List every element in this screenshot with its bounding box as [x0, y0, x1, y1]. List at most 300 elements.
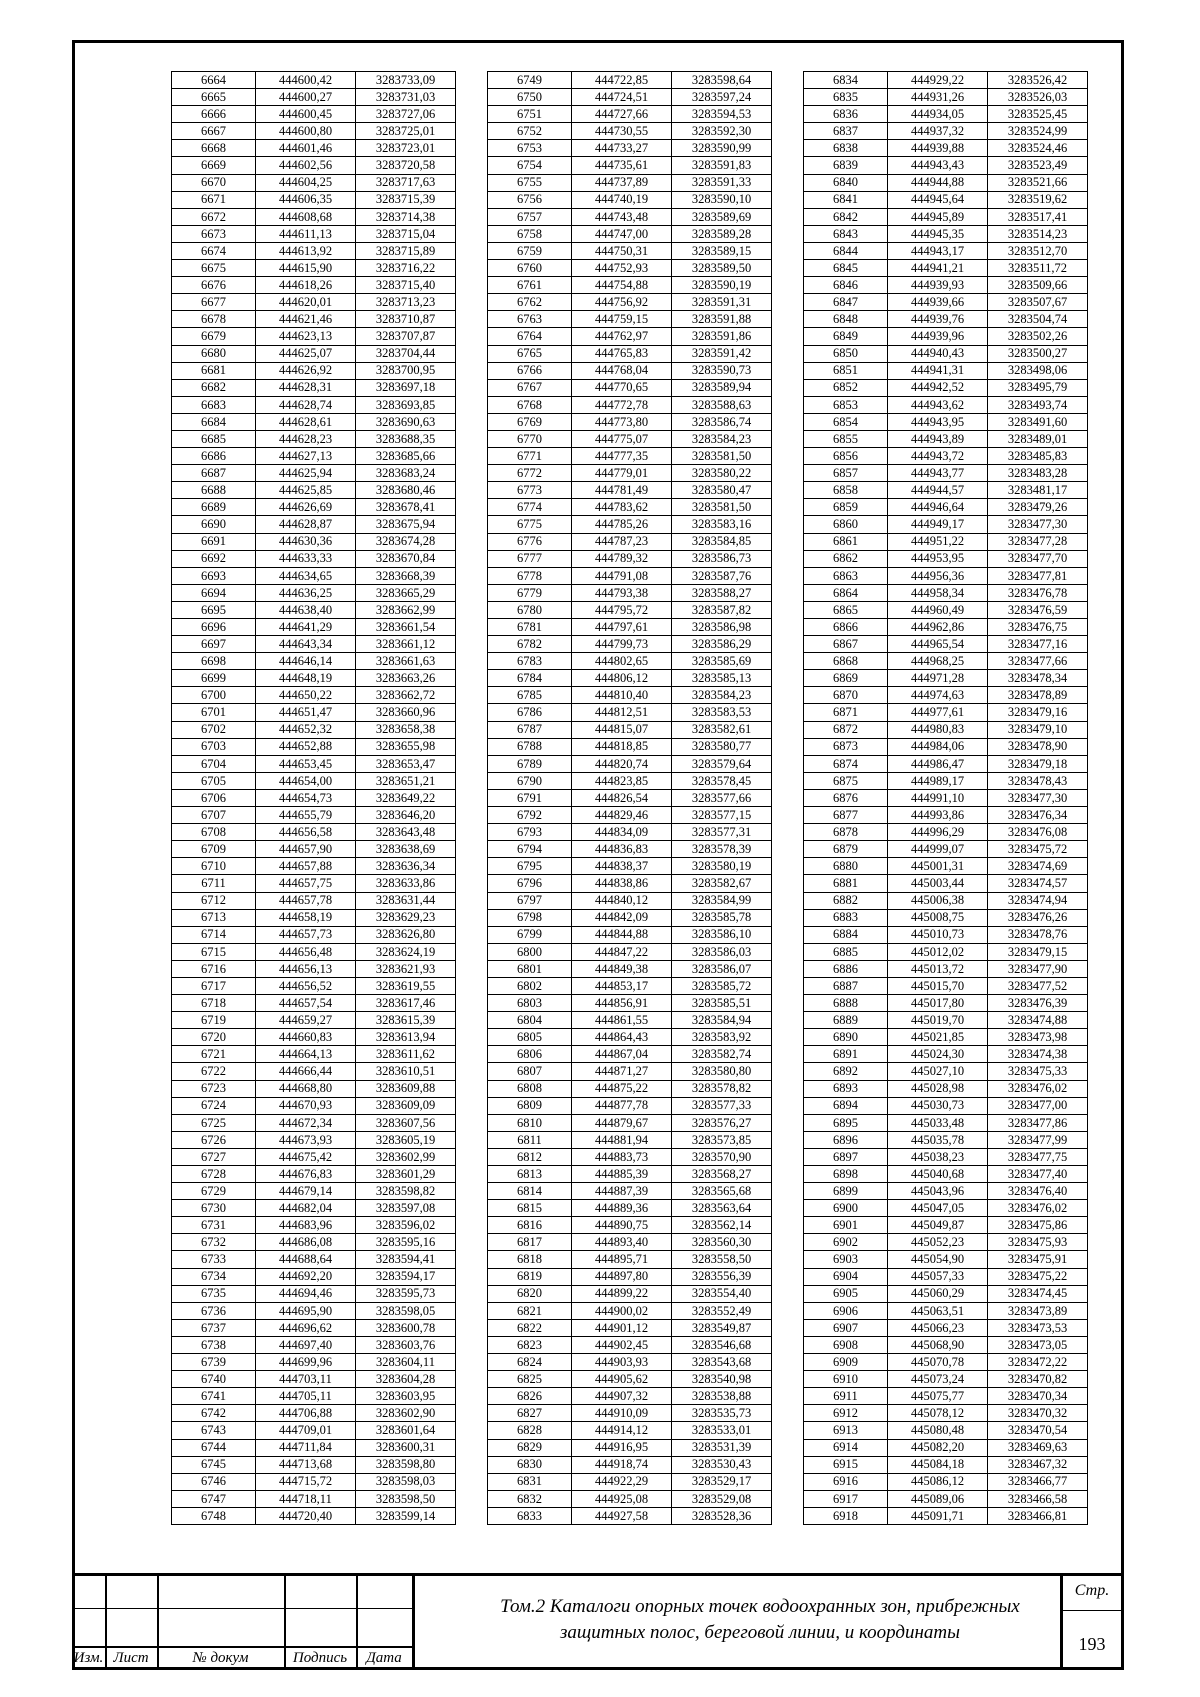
y-coordinate-cell: 3283570,90 — [672, 1148, 772, 1165]
y-coordinate-cell: 3283475,86 — [988, 1217, 1088, 1234]
table-row — [804, 260, 1088, 277]
x-coordinate-cell: 444949,17 — [888, 516, 988, 533]
x-coordinate-cell: 444768,04 — [572, 362, 672, 379]
point-number-cell: 6734 — [172, 1268, 256, 1285]
table-row — [804, 225, 1088, 242]
x-coordinate-cell: 445054,90 — [888, 1251, 988, 1268]
table-row — [804, 499, 1088, 516]
x-coordinate-cell: 444941,21 — [888, 260, 988, 277]
x-coordinate-cell: 444656,58 — [256, 824, 356, 841]
point-number-cell: 6757 — [488, 208, 572, 225]
x-coordinate-cell: 444939,66 — [888, 294, 988, 311]
table-row — [172, 858, 456, 875]
table-row — [488, 858, 772, 875]
table-row — [804, 465, 1088, 482]
y-coordinate-cell: 3283586,74 — [672, 413, 772, 430]
x-coordinate-cell: 444901,12 — [572, 1319, 672, 1336]
y-coordinate-cell: 3283715,89 — [356, 242, 456, 259]
table-row — [172, 225, 456, 242]
x-coordinate-cell: 445024,30 — [888, 1046, 988, 1063]
point-number-cell: 6779 — [488, 584, 572, 601]
title-block-divider — [1060, 1576, 1063, 1670]
y-coordinate-cell: 3283591,31 — [672, 294, 772, 311]
y-coordinate-cell: 3283600,31 — [356, 1439, 456, 1456]
x-coordinate-cell: 444844,88 — [572, 926, 672, 943]
point-number-cell: 6830 — [488, 1456, 572, 1473]
point-number-cell: 6834 — [804, 72, 888, 89]
table-row — [172, 208, 456, 225]
x-coordinate-cell: 444944,57 — [888, 482, 988, 499]
point-number-cell: 6887 — [804, 977, 888, 994]
y-coordinate-cell: 3283466,77 — [988, 1473, 1088, 1490]
table-row — [172, 960, 456, 977]
y-coordinate-cell: 3283586,07 — [672, 960, 772, 977]
x-coordinate-cell: 444956,36 — [888, 567, 988, 584]
y-coordinate-cell: 3283473,89 — [988, 1302, 1088, 1319]
y-coordinate-cell: 3283643,48 — [356, 824, 456, 841]
point-number-cell: 6793 — [488, 824, 572, 841]
x-coordinate-cell: 444893,40 — [572, 1234, 672, 1251]
table-row — [804, 430, 1088, 447]
x-coordinate-cell: 444626,92 — [256, 362, 356, 379]
x-coordinate-cell: 444750,31 — [572, 242, 672, 259]
table-row — [804, 653, 1088, 670]
table-row — [488, 892, 772, 909]
y-coordinate-cell: 3283524,99 — [988, 123, 1088, 140]
point-number-cell: 6900 — [804, 1200, 888, 1217]
table-row — [172, 1148, 456, 1165]
x-coordinate-cell: 444823,85 — [572, 772, 672, 789]
point-number-cell: 6858 — [804, 482, 888, 499]
x-coordinate-cell: 444759,15 — [572, 311, 672, 328]
title-block-row-line — [72, 1608, 412, 1609]
x-coordinate-cell: 444638,40 — [256, 601, 356, 618]
point-number-cell: 6892 — [804, 1063, 888, 1080]
table-row — [804, 123, 1088, 140]
table-row — [804, 995, 1088, 1012]
y-coordinate-cell: 3283581,50 — [672, 448, 772, 465]
y-coordinate-cell: 3283523,49 — [988, 157, 1088, 174]
x-coordinate-cell: 444679,14 — [256, 1183, 356, 1200]
x-coordinate-cell: 444944,88 — [888, 174, 988, 191]
table-row — [804, 1319, 1088, 1336]
y-coordinate-cell: 3283470,82 — [988, 1371, 1088, 1388]
point-number-cell: 6699 — [172, 670, 256, 687]
x-coordinate-cell: 444756,92 — [572, 294, 672, 311]
y-coordinate-cell: 3283591,33 — [672, 174, 772, 191]
point-number-cell: 6694 — [172, 584, 256, 601]
x-coordinate-cell: 445043,96 — [888, 1183, 988, 1200]
table-row — [172, 926, 456, 943]
x-coordinate-cell: 444849,38 — [572, 960, 672, 977]
table-row — [488, 1473, 772, 1490]
table-row — [488, 738, 772, 755]
y-coordinate-cell: 3283578,45 — [672, 772, 772, 789]
y-coordinate-cell: 3283651,21 — [356, 772, 456, 789]
point-number-cell: 6682 — [172, 379, 256, 396]
table-row — [488, 379, 772, 396]
table-row — [172, 1473, 456, 1490]
table-row — [804, 943, 1088, 960]
y-coordinate-cell: 3283502,26 — [988, 328, 1088, 345]
table-row — [172, 516, 456, 533]
table-row — [172, 396, 456, 413]
y-coordinate-cell: 3283585,69 — [672, 653, 772, 670]
x-coordinate-cell: 444953,95 — [888, 550, 988, 567]
x-coordinate-cell: 444971,28 — [888, 670, 988, 687]
x-coordinate-cell: 445033,48 — [888, 1114, 988, 1131]
x-coordinate-cell: 444643,34 — [256, 636, 356, 653]
table-row — [804, 157, 1088, 174]
y-coordinate-cell: 3283529,17 — [672, 1473, 772, 1490]
point-number-cell: 6689 — [172, 499, 256, 516]
y-coordinate-cell: 3283723,01 — [356, 140, 456, 157]
y-coordinate-cell: 3283589,94 — [672, 379, 772, 396]
x-coordinate-cell: 444735,61 — [572, 157, 672, 174]
y-coordinate-cell: 3283733,09 — [356, 72, 456, 89]
x-coordinate-cell: 444918,74 — [572, 1456, 672, 1473]
x-coordinate-cell: 444659,27 — [256, 1012, 356, 1029]
y-coordinate-cell: 3283598,64 — [672, 72, 772, 89]
y-coordinate-cell: 3283560,30 — [672, 1234, 772, 1251]
table-row — [488, 1371, 772, 1388]
point-number-cell: 6862 — [804, 550, 888, 567]
x-coordinate-cell: 444931,26 — [888, 89, 988, 106]
table-row — [804, 1148, 1088, 1165]
table-row — [172, 89, 456, 106]
x-coordinate-cell: 444626,69 — [256, 499, 356, 516]
table-row — [804, 1080, 1088, 1097]
x-coordinate-cell: 445030,73 — [888, 1097, 988, 1114]
y-coordinate-cell: 3283597,08 — [356, 1200, 456, 1217]
x-coordinate-cell: 444727,66 — [572, 106, 672, 123]
y-coordinate-cell: 3283579,64 — [672, 755, 772, 772]
point-number-cell: 6710 — [172, 858, 256, 875]
y-coordinate-cell: 3283580,22 — [672, 465, 772, 482]
y-coordinate-cell: 3283478,89 — [988, 687, 1088, 704]
point-number-cell: 6908 — [804, 1336, 888, 1353]
point-number-cell: 6786 — [488, 704, 572, 721]
y-coordinate-cell: 3283473,05 — [988, 1336, 1088, 1353]
x-coordinate-cell: 444600,27 — [256, 89, 356, 106]
y-coordinate-cell: 3283478,90 — [988, 738, 1088, 755]
x-coordinate-cell: 444770,65 — [572, 379, 672, 396]
x-coordinate-cell: 444937,32 — [888, 123, 988, 140]
y-coordinate-cell: 3283581,50 — [672, 499, 772, 516]
point-number-cell: 6727 — [172, 1148, 256, 1165]
y-coordinate-cell: 3283714,38 — [356, 208, 456, 225]
point-number-cell: 6667 — [172, 123, 256, 140]
point-number-cell: 6765 — [488, 345, 572, 362]
y-coordinate-cell: 3283476,02 — [988, 1200, 1088, 1217]
table-row — [488, 89, 772, 106]
y-coordinate-cell: 3283558,50 — [672, 1251, 772, 1268]
y-coordinate-cell: 3283478,76 — [988, 926, 1088, 943]
table-row — [804, 1217, 1088, 1234]
y-coordinate-cell: 3283589,15 — [672, 242, 772, 259]
point-number-cell: 6822 — [488, 1319, 572, 1336]
point-number-cell: 6873 — [804, 738, 888, 755]
x-coordinate-cell: 444875,22 — [572, 1080, 672, 1097]
y-coordinate-cell: 3283588,63 — [672, 396, 772, 413]
point-number-cell: 6893 — [804, 1080, 888, 1097]
x-coordinate-cell: 444802,65 — [572, 653, 672, 670]
point-number-cell: 6787 — [488, 721, 572, 738]
table-row — [172, 1029, 456, 1046]
table-row — [804, 1371, 1088, 1388]
table-row — [804, 1183, 1088, 1200]
table-row — [172, 824, 456, 841]
x-coordinate-cell: 444621,46 — [256, 311, 356, 328]
y-coordinate-cell: 3283481,17 — [988, 482, 1088, 499]
page-label: Стр. — [1074, 1582, 1110, 1599]
y-coordinate-cell: 3283477,90 — [988, 960, 1088, 977]
y-coordinate-cell: 3283474,45 — [988, 1285, 1088, 1302]
table-row — [172, 687, 456, 704]
y-coordinate-cell: 3283577,33 — [672, 1097, 772, 1114]
y-coordinate-cell: 3283587,76 — [672, 567, 772, 584]
x-coordinate-cell: 444651,47 — [256, 704, 356, 721]
point-number-cell: 6821 — [488, 1302, 572, 1319]
point-number-cell: 6676 — [172, 277, 256, 294]
x-coordinate-cell: 444657,88 — [256, 858, 356, 875]
y-coordinate-cell: 3283589,28 — [672, 225, 772, 242]
point-number-cell: 6666 — [172, 106, 256, 123]
point-number-cell: 6845 — [804, 260, 888, 277]
y-coordinate-cell: 3283602,90 — [356, 1405, 456, 1422]
y-coordinate-cell: 3283483,28 — [988, 465, 1088, 482]
y-coordinate-cell: 3283591,86 — [672, 328, 772, 345]
point-number-cell: 6785 — [488, 687, 572, 704]
y-coordinate-cell: 3283526,42 — [988, 72, 1088, 89]
table-row — [804, 619, 1088, 636]
table-row — [488, 294, 772, 311]
table-row — [488, 1097, 772, 1114]
x-coordinate-cell: 444762,97 — [572, 328, 672, 345]
y-coordinate-cell: 3283489,01 — [988, 430, 1088, 447]
y-coordinate-cell: 3283475,91 — [988, 1251, 1088, 1268]
y-coordinate-cell: 3283476,02 — [988, 1080, 1088, 1097]
y-coordinate-cell: 3283577,31 — [672, 824, 772, 841]
y-coordinate-cell: 3283477,00 — [988, 1097, 1088, 1114]
point-number-cell: 6891 — [804, 1046, 888, 1063]
table-row — [804, 345, 1088, 362]
point-number-cell: 6724 — [172, 1097, 256, 1114]
point-number-cell: 6708 — [172, 824, 256, 841]
point-number-cell: 6912 — [804, 1405, 888, 1422]
table-row — [488, 1166, 772, 1183]
table-row — [488, 807, 772, 824]
point-number-cell: 6918 — [804, 1507, 888, 1524]
y-coordinate-cell: 3283474,38 — [988, 1046, 1088, 1063]
table-row — [488, 1319, 772, 1336]
point-number-cell: 6681 — [172, 362, 256, 379]
x-coordinate-cell: 444991,10 — [888, 789, 988, 806]
point-number-cell: 6695 — [172, 601, 256, 618]
table-row — [488, 601, 772, 618]
y-coordinate-cell: 3283584,23 — [672, 687, 772, 704]
x-coordinate-cell: 444623,13 — [256, 328, 356, 345]
point-number-cell: 6875 — [804, 772, 888, 789]
y-coordinate-cell: 3283474,94 — [988, 892, 1088, 909]
table-row — [488, 1183, 772, 1200]
x-coordinate-cell: 445063,51 — [888, 1302, 988, 1319]
x-coordinate-cell: 444787,23 — [572, 533, 672, 550]
table-row — [488, 311, 772, 328]
y-coordinate-cell: 3283584,99 — [672, 892, 772, 909]
x-coordinate-cell: 445073,24 — [888, 1371, 988, 1388]
table-row — [172, 362, 456, 379]
y-coordinate-cell: 3283595,73 — [356, 1285, 456, 1302]
point-number-cell: 6715 — [172, 943, 256, 960]
x-coordinate-cell: 444945,64 — [888, 191, 988, 208]
table-row — [804, 772, 1088, 789]
y-coordinate-cell: 3283475,22 — [988, 1268, 1088, 1285]
table-row — [172, 140, 456, 157]
point-number-cell: 6756 — [488, 191, 572, 208]
y-coordinate-cell: 3283585,51 — [672, 995, 772, 1012]
table-row — [804, 807, 1088, 824]
y-coordinate-cell: 3283668,39 — [356, 567, 456, 584]
document-title: Том.2 Каталоги опорных точек водоохранных зон, прибрежных защитных полос, береговой линии, и координаты — [500, 1596, 1020, 1643]
point-number-cell: 6740 — [172, 1371, 256, 1388]
y-coordinate-cell: 3283710,87 — [356, 311, 456, 328]
table-row — [172, 1371, 456, 1388]
x-coordinate-cell: 444939,88 — [888, 140, 988, 157]
point-number-cell: 6728 — [172, 1166, 256, 1183]
x-coordinate-cell: 444740,19 — [572, 191, 672, 208]
table-row — [804, 379, 1088, 396]
table-row — [172, 1012, 456, 1029]
table-row — [172, 841, 456, 858]
table-row — [488, 1080, 772, 1097]
table-row — [488, 772, 772, 789]
y-coordinate-cell: 3283568,27 — [672, 1166, 772, 1183]
point-number-cell: 6842 — [804, 208, 888, 225]
y-coordinate-cell: 3283585,78 — [672, 909, 772, 926]
point-number-cell: 6672 — [172, 208, 256, 225]
x-coordinate-cell: 444627,13 — [256, 448, 356, 465]
table-row — [804, 1012, 1088, 1029]
y-coordinate-cell: 3283580,47 — [672, 482, 772, 499]
table-row — [488, 413, 772, 430]
point-number-cell: 6704 — [172, 755, 256, 772]
x-coordinate-cell: 444984,06 — [888, 738, 988, 755]
point-number-cell: 6902 — [804, 1234, 888, 1251]
y-coordinate-cell: 3283565,68 — [672, 1183, 772, 1200]
point-number-cell: 6861 — [804, 533, 888, 550]
y-coordinate-cell: 3283509,66 — [988, 277, 1088, 294]
table-row — [488, 396, 772, 413]
x-coordinate-cell: 444903,93 — [572, 1354, 672, 1371]
x-coordinate-cell: 444986,47 — [888, 755, 988, 772]
y-coordinate-cell: 3283546,68 — [672, 1336, 772, 1353]
table-row — [172, 482, 456, 499]
x-coordinate-cell: 444871,27 — [572, 1063, 672, 1080]
table-row — [172, 1080, 456, 1097]
table-row — [804, 1490, 1088, 1507]
y-coordinate-cell: 3283587,82 — [672, 601, 772, 618]
y-coordinate-cell: 3283727,06 — [356, 106, 456, 123]
x-coordinate-cell: 444664,13 — [256, 1046, 356, 1063]
x-coordinate-cell: 444879,67 — [572, 1114, 672, 1131]
x-coordinate-cell: 444889,36 — [572, 1200, 672, 1217]
point-number-cell: 6847 — [804, 294, 888, 311]
table-row — [804, 1405, 1088, 1422]
x-coordinate-cell: 444838,86 — [572, 875, 672, 892]
coordinate-table-1 — [171, 71, 456, 1525]
y-coordinate-cell: 3283549,87 — [672, 1319, 772, 1336]
x-coordinate-cell: 444625,07 — [256, 345, 356, 362]
table-row — [804, 277, 1088, 294]
y-coordinate-cell: 3283504,74 — [988, 311, 1088, 328]
point-number-cell: 6762 — [488, 294, 572, 311]
table-row — [804, 636, 1088, 653]
y-coordinate-cell: 3283583,92 — [672, 1029, 772, 1046]
table-row — [488, 687, 772, 704]
point-number-cell: 6899 — [804, 1183, 888, 1200]
x-coordinate-cell: 445010,73 — [888, 926, 988, 943]
x-coordinate-cell: 445070,78 — [888, 1354, 988, 1371]
coordinate-table-3 — [803, 71, 1088, 1525]
table-row — [172, 892, 456, 909]
x-coordinate-cell: 444765,83 — [572, 345, 672, 362]
x-coordinate-cell: 444943,95 — [888, 413, 988, 430]
y-coordinate-cell: 3283478,43 — [988, 772, 1088, 789]
x-coordinate-cell: 445047,05 — [888, 1200, 988, 1217]
point-number-cell: 6817 — [488, 1234, 572, 1251]
point-number-cell: 6800 — [488, 943, 572, 960]
y-coordinate-cell: 3283715,39 — [356, 191, 456, 208]
y-coordinate-cell: 3283470,54 — [988, 1422, 1088, 1439]
y-coordinate-cell: 3283604,11 — [356, 1354, 456, 1371]
x-coordinate-cell: 444660,83 — [256, 1029, 356, 1046]
y-coordinate-cell: 3283476,78 — [988, 584, 1088, 601]
x-coordinate-cell: 444783,62 — [572, 499, 672, 516]
y-coordinate-cell: 3283678,41 — [356, 499, 456, 516]
point-number-cell: 6831 — [488, 1473, 572, 1490]
x-coordinate-cell: 444881,94 — [572, 1131, 672, 1148]
table-row — [488, 875, 772, 892]
table-row — [804, 1166, 1088, 1183]
table-row — [488, 841, 772, 858]
x-coordinate-cell: 445084,18 — [888, 1456, 988, 1473]
point-number-cell: 6670 — [172, 174, 256, 191]
x-coordinate-cell: 444608,68 — [256, 208, 356, 225]
table-row — [488, 1046, 772, 1063]
point-number-cell: 6758 — [488, 225, 572, 242]
point-number-cell: 6705 — [172, 772, 256, 789]
point-number-cell: 6678 — [172, 311, 256, 328]
point-number-cell: 6851 — [804, 362, 888, 379]
x-coordinate-cell: 444600,45 — [256, 106, 356, 123]
y-coordinate-cell: 3283658,38 — [356, 721, 456, 738]
x-coordinate-cell: 444945,89 — [888, 208, 988, 225]
y-coordinate-cell: 3283680,46 — [356, 482, 456, 499]
table-row — [488, 1285, 772, 1302]
x-coordinate-cell: 444942,52 — [888, 379, 988, 396]
table-row — [804, 858, 1088, 875]
x-coordinate-cell: 444747,00 — [572, 225, 672, 242]
y-coordinate-cell: 3283477,99 — [988, 1131, 1088, 1148]
table-row — [172, 601, 456, 618]
point-number-cell: 6777 — [488, 550, 572, 567]
x-coordinate-cell: 444633,33 — [256, 550, 356, 567]
y-coordinate-cell: 3283603,95 — [356, 1388, 456, 1405]
y-coordinate-cell: 3283609,09 — [356, 1097, 456, 1114]
point-number-cell: 6807 — [488, 1063, 572, 1080]
point-number-cell: 6719 — [172, 1012, 256, 1029]
